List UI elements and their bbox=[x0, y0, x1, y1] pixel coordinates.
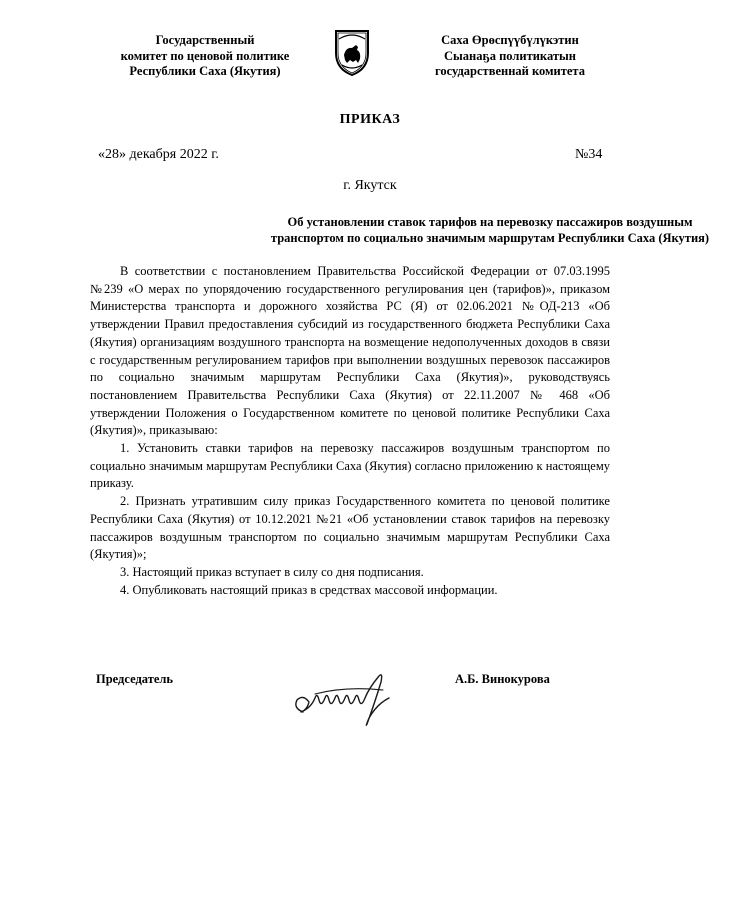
header-right-org bbox=[380, 33, 640, 80]
header-right-line: государственнай комитета bbox=[435, 64, 585, 78]
body-paragraph: 1. Установить ставки тарифов на перевозку пассажиров воздушным транспортом по социально значимым маршрутам Республики Саха (Якутия) согласно приложению к настоящему приказу. bbox=[90, 441, 610, 491]
document-body bbox=[90, 263, 610, 599]
document-city: г. Якутск bbox=[343, 178, 397, 193]
body-paragraph: 3. Настоящий приказ вступает в силу со дня подписания. bbox=[120, 564, 424, 579]
coat-of-arms-icon bbox=[330, 27, 374, 77]
header-left-line: Государственный bbox=[155, 33, 255, 47]
body-paragraph: 2. Признать утратившим силу приказ Государственного комитета по ценовой политике Республики Саха (Якутия) от 10.12.2021 №21 «Об установлении ставок тарифов на перевозку пассажиров воздушным транспортом по социально значимым маршрутам Республики Саха (Якутия)»; bbox=[90, 494, 610, 562]
header-right-line: Саха Өрөспүүбүлүкэтин bbox=[441, 33, 579, 47]
body-paragraph: 4. Опубликовать настоящий приказ в средствах массовой информации. bbox=[120, 582, 498, 597]
subject-line: Об установлении ставок тарифов на перевозку пассажиров воздушным bbox=[287, 215, 693, 229]
header-left-line: комитет по ценовой политике bbox=[120, 48, 290, 63]
handwritten-signature bbox=[285, 668, 405, 728]
header-right-line: Сыанаҕа политикатын bbox=[444, 48, 576, 63]
document-title: ПРИКАЗ bbox=[339, 112, 401, 127]
header-left-org bbox=[75, 33, 335, 80]
signatory-name: А.Б. Винокурова bbox=[455, 672, 550, 686]
document-number: №34 bbox=[575, 147, 603, 162]
document-date: «28» декабря 2022 г. bbox=[98, 147, 219, 162]
document-subject bbox=[240, 214, 740, 246]
header-left-line: Республики Саха (Якутия) bbox=[129, 64, 281, 78]
signatory-position: Председатель bbox=[96, 672, 174, 686]
subject-line: транспортом по социально значимым маршрутам Республики Саха (Якутия) bbox=[270, 231, 710, 245]
body-paragraph: В соответствии с постановлением Правительства Российской Федерации от 07.03.1995 №239 «О мерах по упорядочению государственного регулирования цен (тарифов)», приказом Министерства транспорта и дорожного хозяйства РС (Я) от 02.06.2021 №ОД-213 «Об утверждении Правил предоставления субсидий из государственного бюджета Республики Саха (Якутия) организациям воздушного транспорта на возмещение недополученных доходов в связи с государственным регулированием тарифов при выполнении воздушных перевозок пассажиров по социально значимым маршрутам Республики Саха (Якутия)», руководствуясь постановлением Правительства Республики Саха (Якутия) от 22.11.2007 № 468 «Об утверждении Положения о Государственном комитете по ценовой политике Республики Саха (Якутия)», приказываю: bbox=[90, 264, 610, 438]
